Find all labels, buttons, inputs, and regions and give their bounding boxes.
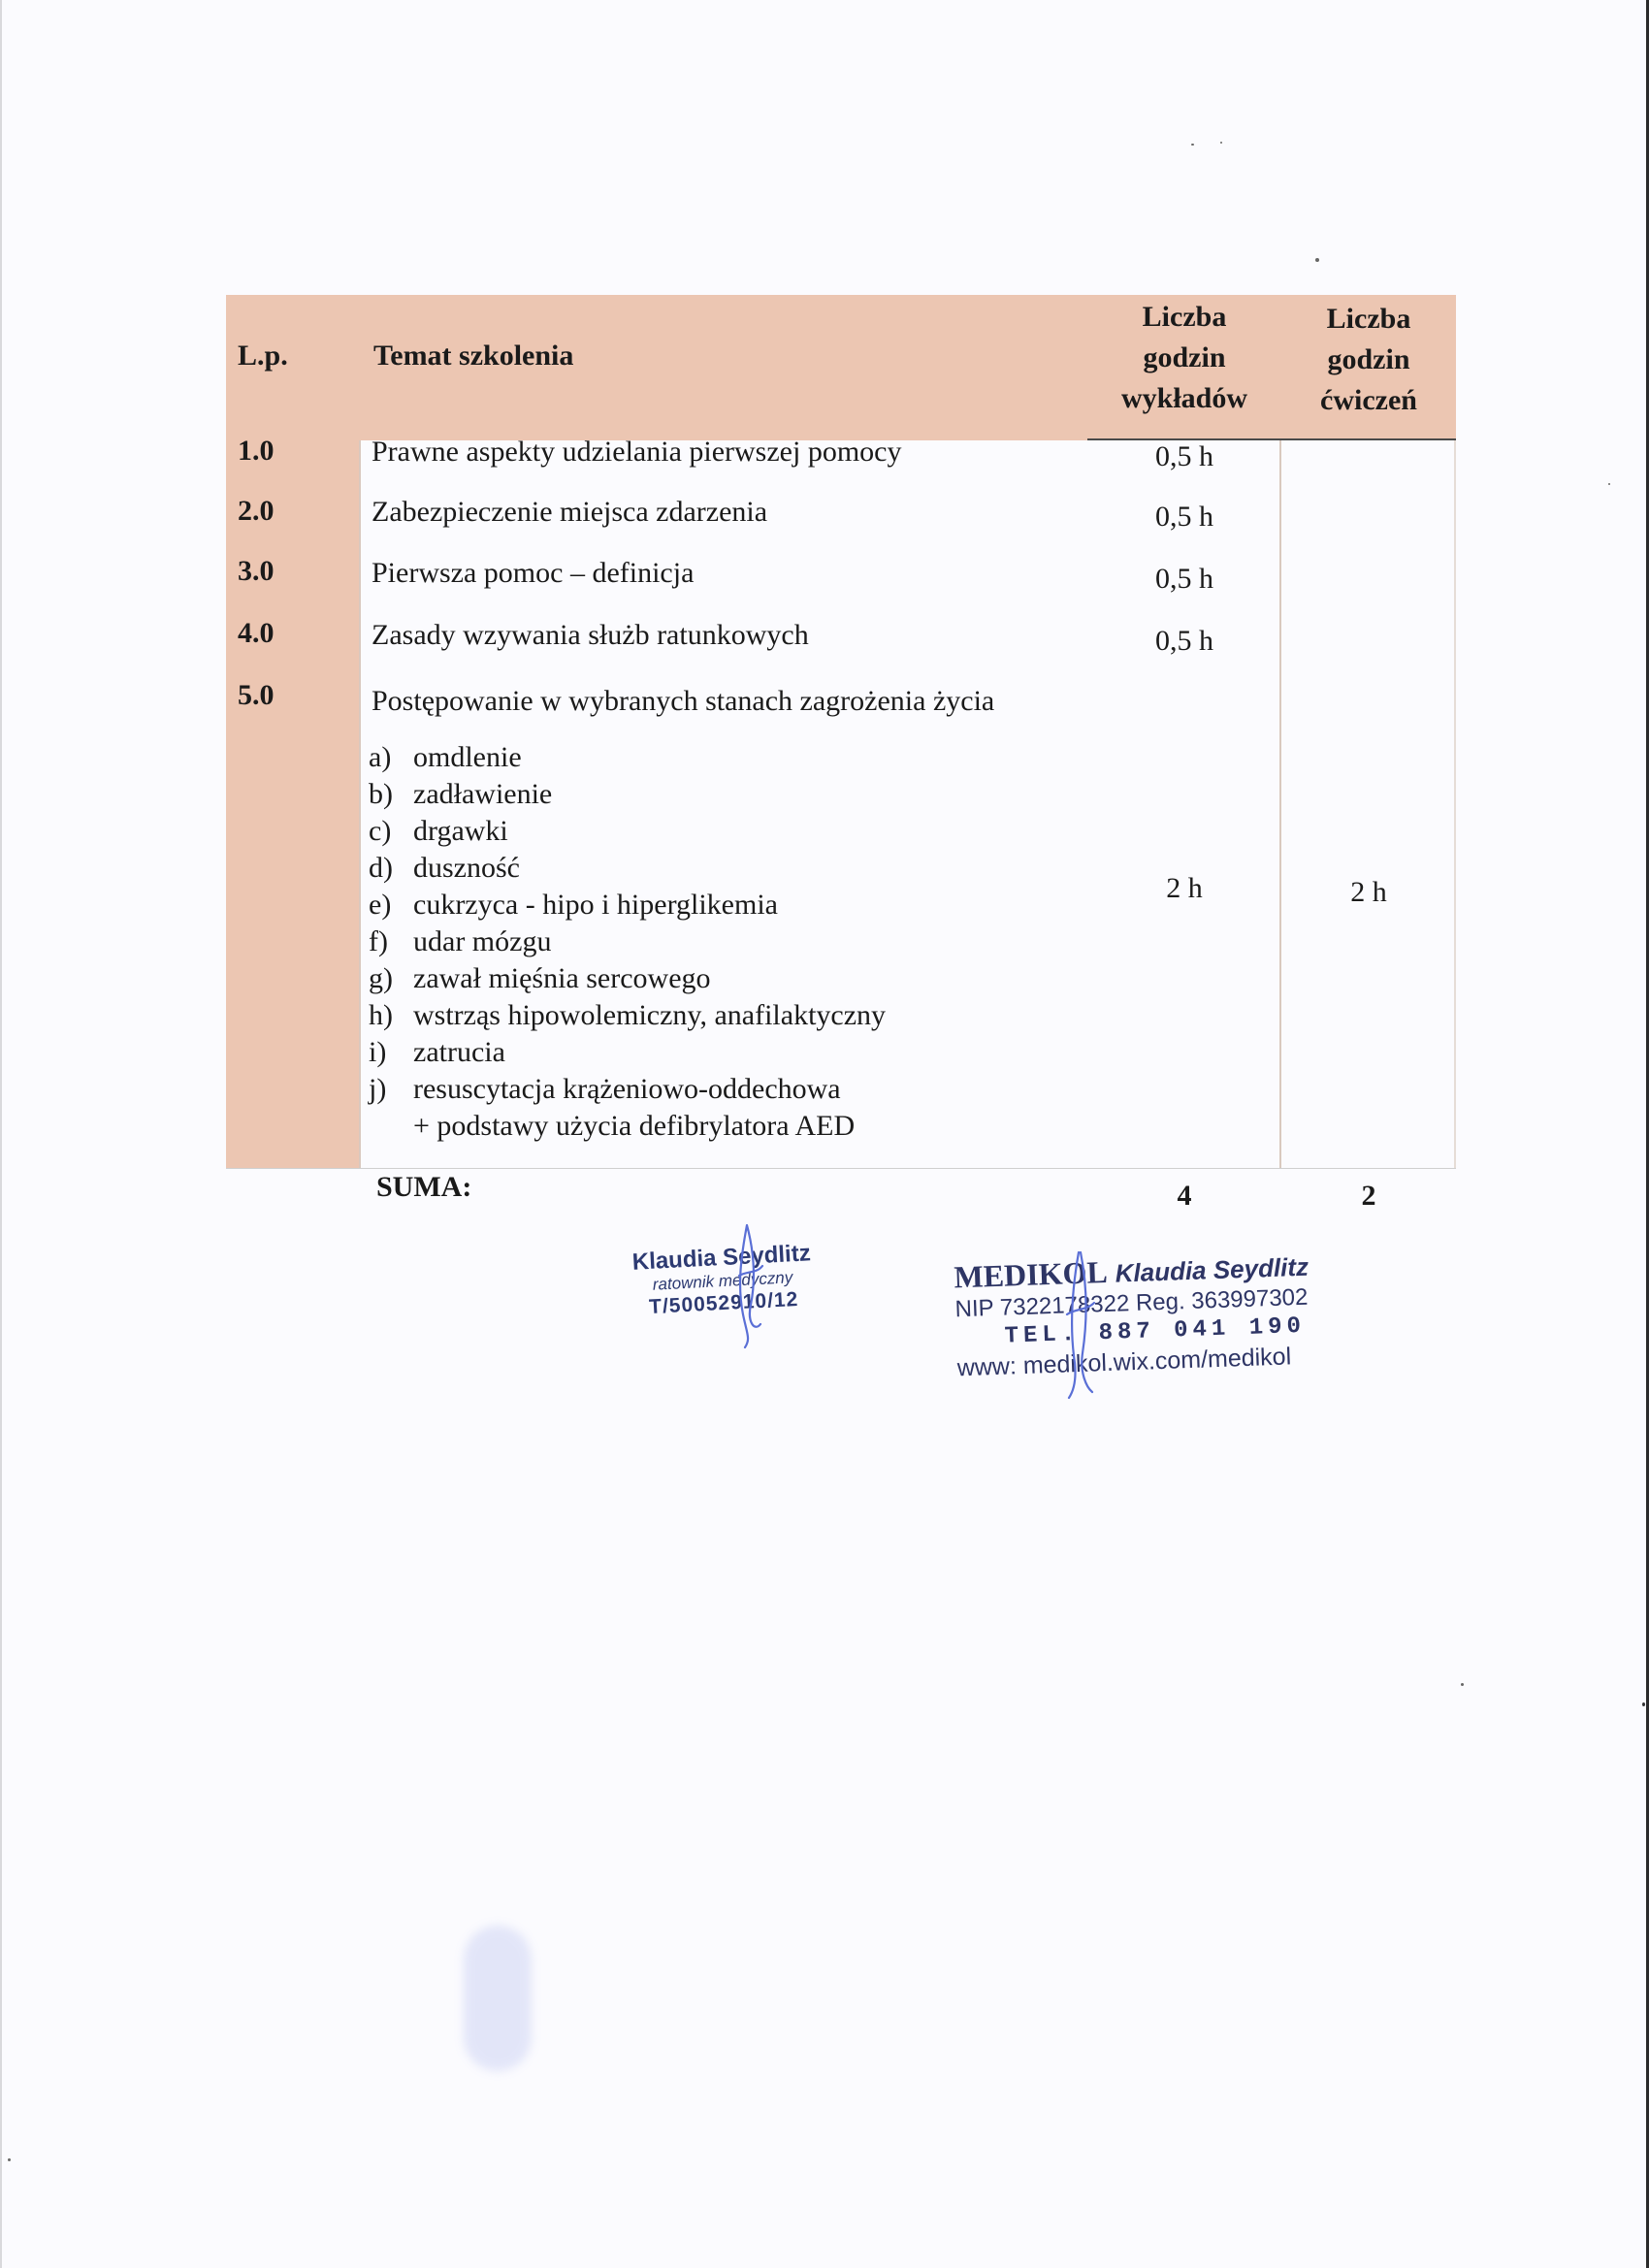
header-lectures-line: godzin xyxy=(1143,341,1226,373)
emergency-subitems xyxy=(369,739,886,1145)
lp-column-band xyxy=(226,440,359,1168)
list-item-text: resuscytacja krążeniowo-oddechowa xyxy=(413,1073,841,1105)
list-item xyxy=(369,776,886,813)
list-item-letter: i) xyxy=(369,1036,387,1068)
list-item xyxy=(369,1108,886,1145)
list-item xyxy=(369,739,886,776)
list-item-letter: c) xyxy=(369,815,392,847)
ink-showthrough xyxy=(464,1926,532,2071)
scan-speck xyxy=(1315,258,1319,262)
column-divider xyxy=(1454,440,1456,1168)
list-item xyxy=(369,887,886,923)
list-item-text: wstrząs hipowolemiczny, anafilaktyczny xyxy=(413,999,887,1031)
list-item xyxy=(369,813,886,850)
scan-speck xyxy=(1461,1683,1464,1686)
signature-icon xyxy=(1048,1247,1106,1402)
scan-speck xyxy=(8,2158,11,2161)
total-exercises: 2 xyxy=(1361,1180,1376,1212)
list-item xyxy=(369,997,886,1034)
list-item-letter: j) xyxy=(369,1073,387,1105)
list-item xyxy=(369,850,886,887)
row-topic: Prawne aspekty udzielania pierwszej pomocy xyxy=(372,436,902,468)
list-item-letter: e) xyxy=(369,889,392,921)
header-lectures xyxy=(1087,295,1281,419)
row-lectures: 2 h xyxy=(1166,872,1203,904)
list-item xyxy=(369,960,886,997)
row-topic: Zabezpieczenie miejsca zdarzenia xyxy=(372,496,768,528)
stamp-number: T/50052910/12 xyxy=(648,1287,799,1318)
list-item-letter: d) xyxy=(369,852,393,884)
list-item-text: zadławienie xyxy=(413,778,553,810)
total-label: SUMA: xyxy=(376,1171,472,1203)
row-lectures: 0,5 h xyxy=(1155,440,1213,472)
list-item-text: drgawki xyxy=(413,815,508,847)
header-lp: L.p. xyxy=(238,340,288,372)
row-topic: Pierwsza pomoc – definicja xyxy=(372,557,695,589)
stamp-ids: NIP 7322178322 Reg. 363997302 xyxy=(954,1283,1309,1323)
list-item-text: udar mózgu xyxy=(413,925,552,957)
scan-speck xyxy=(1642,1702,1645,1706)
row-lectures: 0,5 h xyxy=(1155,563,1213,595)
total-lectures: 4 xyxy=(1177,1180,1192,1212)
row-lectures: 0,5 h xyxy=(1155,501,1213,533)
stamp-brand: MEDIKOL xyxy=(953,1253,1109,1295)
list-item-text: omdlenie xyxy=(413,741,522,773)
company-stamp xyxy=(954,1248,1312,1383)
scan-speck xyxy=(1220,142,1222,144)
list-item-letter: g) xyxy=(369,962,393,994)
stamp-owner: Klaudia Seydlitz xyxy=(1115,1251,1310,1288)
row-topic: Zasady wzywania służb ratunkowych xyxy=(372,619,809,651)
training-table xyxy=(226,295,1456,1212)
header-exercises xyxy=(1281,295,1456,421)
page-edge xyxy=(0,0,2,2268)
list-item xyxy=(369,923,886,960)
row-lectures: 0,5 h xyxy=(1155,625,1213,657)
scan-speck xyxy=(1608,483,1610,485)
stamp-name: Klaudia Seydlitz xyxy=(631,1240,812,1276)
list-item-letter: a) xyxy=(369,741,392,773)
list-item-text: zawał mięśnia sercowego xyxy=(413,962,711,994)
table-bottom-rule xyxy=(226,1168,1456,1169)
row-lp: 3.0 xyxy=(238,555,275,587)
stamp-phone: TEL. 887 041 190 xyxy=(1004,1312,1307,1350)
row-topic: Postępowanie w wybranych stanach zagrożenia życia xyxy=(372,685,995,717)
row-lp: 5.0 xyxy=(238,679,275,711)
list-item-text: zatrucia xyxy=(413,1036,505,1068)
row-lp: 2.0 xyxy=(238,495,275,527)
column-divider xyxy=(1279,440,1281,1168)
list-item xyxy=(369,1071,886,1108)
column-divider xyxy=(359,440,361,1168)
header-lectures-line: wykładów xyxy=(1120,382,1248,414)
list-item xyxy=(369,1034,886,1071)
row-lp: 1.0 xyxy=(238,435,275,467)
scan-speck xyxy=(1191,144,1194,146)
list-item-text: + podstawy użycia defibrylatora AED xyxy=(413,1110,856,1142)
list-item-text: duszność xyxy=(413,852,520,884)
list-item-letter: b) xyxy=(369,778,393,810)
row-lp: 4.0 xyxy=(238,617,275,649)
list-item-letter: f) xyxy=(369,925,388,957)
header-lectures-line: Liczba xyxy=(1142,301,1227,333)
header-exercises-line: godzin xyxy=(1327,343,1410,375)
list-item-letter: h) xyxy=(369,999,393,1031)
header-topic: Temat szkolenia xyxy=(373,340,574,372)
header-exercises-line: ćwiczeń xyxy=(1320,384,1417,416)
row-exercises: 2 h xyxy=(1350,876,1387,908)
stamp-role: ratownik medyczny xyxy=(652,1268,793,1294)
stamp-web: www: medikol.wix.com/medikol xyxy=(956,1343,1292,1382)
signature-icon xyxy=(718,1217,776,1353)
list-item-text: cukrzyca - hipo i hiperglikemia xyxy=(413,889,778,921)
header-exercises-line: Liczba xyxy=(1326,303,1411,335)
